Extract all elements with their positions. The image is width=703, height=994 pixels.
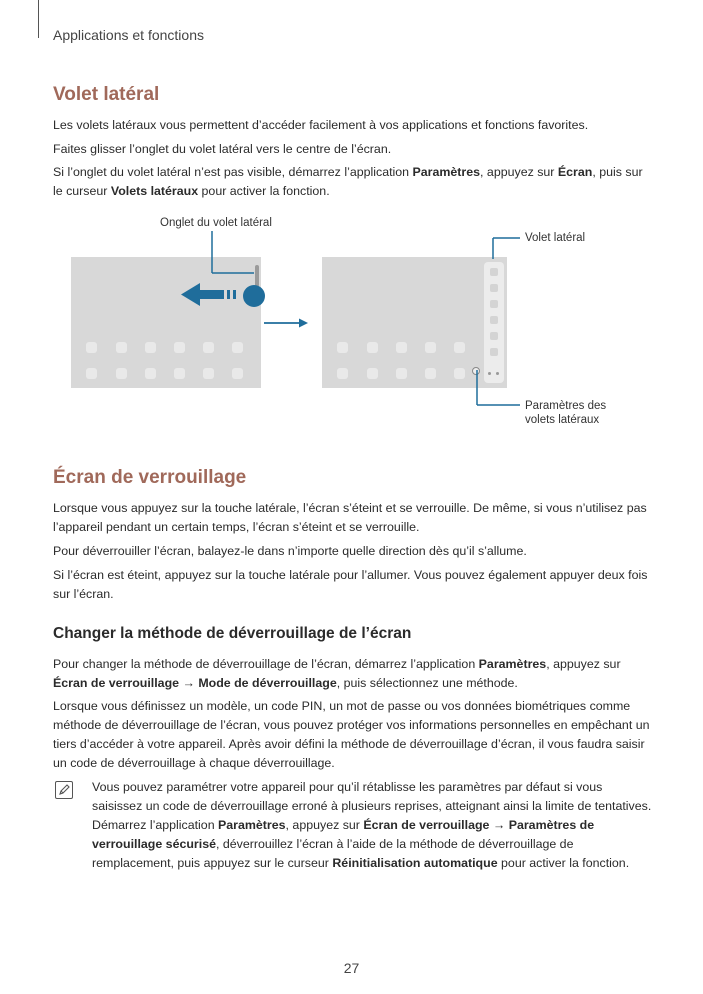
- panel-dot-icon: [496, 372, 499, 375]
- note-pencil-icon: [55, 781, 73, 799]
- panel-app-icon[interactable]: [490, 348, 498, 356]
- app-icon: [425, 368, 436, 379]
- label-side-panel: Volet latéral: [525, 232, 586, 244]
- app-icon: [232, 368, 243, 379]
- app-icon: [145, 342, 156, 353]
- side-tab-handle[interactable]: [255, 265, 259, 287]
- panel-app-icon[interactable]: [490, 268, 498, 276]
- app-icon: [396, 368, 407, 379]
- app-icon: [174, 342, 185, 353]
- side-panel[interactable]: [484, 262, 504, 383]
- panel-app-icon[interactable]: [490, 284, 498, 292]
- app-icon: [425, 342, 436, 353]
- paragraph: Lorsque vous appuyez sur la touche latérale, l’écran s’éteint et se verrouille. De même, si vous n’utilisez pas l’appareil pendant un certain temps, l’écran s’éteint et se verrouille.: [53, 501, 647, 534]
- app-icon: [203, 368, 214, 379]
- tablet-screen-before: [71, 257, 261, 388]
- label-panel-settings: Paramètres des volets latéraux: [525, 400, 607, 426]
- paragraph: Si l’écran est éteint, appuyez sur la touche latérale pour l’allumer. Vous pouvez également appuyer deux fois sur l’écran.: [53, 568, 648, 601]
- panel-app-icon[interactable]: [490, 300, 498, 308]
- app-icon: [454, 342, 465, 353]
- paragraph: Les volets latéraux vous permettent d’accéder facilement à vos applications et fonctions favorites.: [53, 118, 589, 132]
- app-icon: [396, 342, 407, 353]
- app-icon: [454, 368, 465, 379]
- panel-app-icon[interactable]: [490, 316, 498, 324]
- page-number: 27: [343, 960, 360, 976]
- paragraph: Lorsque vous définissez un modèle, un code PIN, un mot de passe ou vos données biométriques comme méthode de déverrouillage de l’écran, vous pouvez protéger vos informations personnelles en empêchant un tiers d’accéder à votre appareil. Après avoir défini la méthode de déverrouillage d’écran, il vous faudra saisir un code de déverrouillage à chaque déverrouillage.: [53, 699, 650, 770]
- page-header: Applications et fonctions: [53, 27, 204, 43]
- subsection-title-method: Changer la méthode de déverrouillage de l’écran: [53, 625, 412, 642]
- app-icon: [232, 342, 243, 353]
- app-icon: [367, 342, 378, 353]
- panel-dot-icon: [488, 372, 491, 375]
- app-icon: [337, 368, 348, 379]
- transition-arrow-icon: [264, 319, 308, 328]
- app-icon: [86, 342, 97, 353]
- app-icon: [337, 342, 348, 353]
- app-icon: [116, 368, 127, 379]
- paragraph: Si l’onglet du volet latéral n’est pas visible, démarrez l’application Paramètres, appuyez sur Écran, puis sur le curseur Volets latéraux pour activer la fonction.: [53, 165, 643, 198]
- tablet-screen-after: [322, 257, 507, 388]
- app-icon: [145, 368, 156, 379]
- panel-app-icon[interactable]: [490, 332, 498, 340]
- label-side-tab: Onglet du volet latéral: [160, 217, 272, 229]
- paragraph: Pour changer la méthode de déverrouillage de l’écran, démarrez l’application Paramètres, appuyez sur Écran de verrouillage → Mode de déverrouillage, puis sélectionnez une méthode.: [53, 657, 621, 690]
- section-title-volet: Volet latéral: [53, 84, 160, 105]
- panel-settings-icon[interactable]: [472, 367, 480, 375]
- app-icon: [174, 368, 185, 379]
- app-icon: [203, 342, 214, 353]
- app-icon: [367, 368, 378, 379]
- section-title-lock: Écran de verrouillage: [53, 467, 247, 488]
- app-icon: [116, 342, 127, 353]
- paragraph: Pour déverrouiller l’écran, balayez-le dans n’importe quelle direction dès qu’il s’allume.: [53, 544, 527, 558]
- paragraph: Faites glisser l’onglet du volet latéral vers le centre de l’écran.: [53, 142, 392, 156]
- note-text: Vous pouvez paramétrer votre appareil pour qu’il rétablisse les paramètres par défaut si vous saisissez un code de déverrouillage erroné à plusieurs reprises, atteignant ainsi la limite de tentatives. Démarrez l’application Paramètres, appuyez sur Écran de verrouillage → Paramètres de verrouillage sécurisé, déverrouillez l’écran à l’aide de la méthode de déverrouillage de remplacement, puis appuyez sur le curseur Réinitialisation automatique pour activer la fonction.: [92, 780, 652, 870]
- app-icon: [86, 368, 97, 379]
- margin-rule: [38, 0, 39, 38]
